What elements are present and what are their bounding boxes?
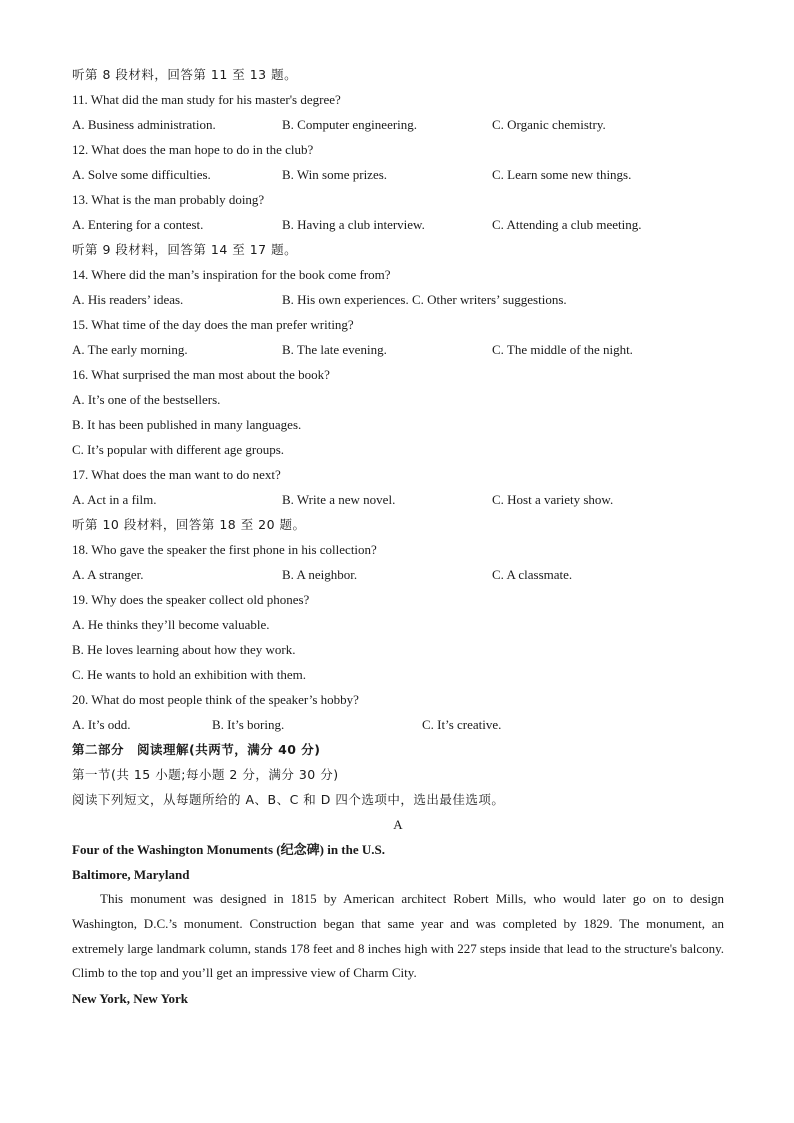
part2-title: 第二部分 阅读理解(共两节，满分 40 分) bbox=[72, 742, 321, 757]
option-19-a: A. He thinks they’ll become valuable. bbox=[72, 617, 270, 632]
options-row-14 bbox=[72, 287, 724, 312]
option-17-c: C. Host a variety show. bbox=[492, 492, 614, 507]
option-17-a: A. Act in a film. bbox=[72, 492, 157, 507]
option-20-b: B. It’s boring. bbox=[212, 717, 285, 732]
option-14-a: A. His readers’ ideas. bbox=[72, 292, 184, 307]
option-11-a: A. Business administration. bbox=[72, 117, 216, 132]
section-heading-8: 听第 8 段材料，回答第 11 至 13 题。 bbox=[72, 67, 298, 82]
options-row-20 bbox=[72, 712, 724, 737]
location-heading-baltimore: Baltimore, Maryland bbox=[72, 867, 190, 882]
section-heading-9: 听第 9 段材料，回答第 14 至 17 题。 bbox=[72, 242, 298, 257]
options-row-17 bbox=[72, 487, 724, 512]
option-12-c: C. Learn some new things. bbox=[492, 167, 632, 182]
option-12-a: A. Solve some difficulties. bbox=[72, 167, 211, 182]
option-13-a: A. Entering for a contest. bbox=[72, 217, 204, 232]
option-17-b: B. Write a new novel. bbox=[282, 492, 396, 507]
location-heading-new-york: New York, New York bbox=[72, 991, 189, 1007]
passage-title: Four of the Washington Monuments (纪念碑) in the U.S. bbox=[72, 842, 385, 857]
option-18-c: C. A classmate. bbox=[492, 567, 573, 582]
option-16-c: C. It’s popular with different age groups. bbox=[72, 442, 285, 457]
options-row-12 bbox=[72, 162, 724, 187]
option-11-c: C. Organic chemistry. bbox=[492, 117, 606, 132]
question-12: 12. What does the man hope to do in the club? bbox=[72, 142, 314, 157]
option-19-c: C. He wants to hold an exhibition with them. bbox=[72, 667, 306, 682]
question-11: 11. What did the man study for his master's degree? bbox=[72, 92, 341, 107]
part2-section1: 第一节(共 15 小题;每小题 2 分，满分 30 分) bbox=[72, 767, 339, 782]
question-14: 14. Where did the man’s inspiration for the book come from? bbox=[72, 267, 391, 282]
option-15-c: C. The middle of the night. bbox=[492, 342, 633, 357]
paragraph-baltimore: This monument was designed in 1815 by American architect Robert Mills, who would later go on to design Washington, D.C.’s monument. Construction began that same year and was completed by 1829. The monument, an extremely large landmark column, stands 178 feet and 8 inches high with 227 steps inside that lead to the structure's balcony. Climb to the top and you’ll get an impressive view of Charm City. bbox=[72, 891, 724, 981]
option-18-b: B. A neighbor. bbox=[282, 567, 358, 582]
option-14-bc: B. His own experiences. C. Other writers’ suggestions. bbox=[282, 292, 567, 307]
option-20-c: C. It’s creative. bbox=[422, 717, 502, 732]
options-row-13 bbox=[72, 212, 724, 237]
option-13-b: B. Having a club interview. bbox=[282, 217, 425, 232]
options-row-15 bbox=[72, 337, 724, 362]
question-20: 20. What do most people think of the speaker’s hobby? bbox=[72, 692, 359, 707]
question-19: 19. Why does the speaker collect old phones? bbox=[72, 592, 310, 607]
question-17: 17. What does the man want to do next? bbox=[72, 467, 281, 482]
option-19-b: B. He loves learning about how they work. bbox=[72, 642, 296, 657]
option-12-b: B. Win some prizes. bbox=[282, 167, 388, 182]
option-20-a: A. It’s odd. bbox=[72, 717, 131, 732]
question-16: 16. What surprised the man most about the book? bbox=[72, 367, 330, 382]
option-15-b: B. The late evening. bbox=[282, 342, 387, 357]
question-13: 13. What is the man probably doing? bbox=[72, 192, 265, 207]
part2-instruction: 阅读下列短文，从每题所给的 A、B、C 和 D 四个选项中，选出最佳选项。 bbox=[72, 792, 505, 807]
options-row-11 bbox=[72, 112, 724, 137]
option-13-c: C. Attending a club meeting. bbox=[492, 217, 642, 232]
option-16-a: A. It’s one of the bestsellers. bbox=[72, 392, 221, 407]
question-15: 15. What time of the day does the man prefer writing? bbox=[72, 317, 354, 332]
section-heading-10: 听第 10 段材料，回答第 18 至 20 题。 bbox=[72, 517, 306, 532]
option-11-b: B. Computer engineering. bbox=[282, 117, 418, 132]
option-15-a: A. The early morning. bbox=[72, 342, 188, 357]
option-18-a: A. A stranger. bbox=[72, 567, 144, 582]
question-18: 18. Who gave the speaker the first phone in his collection? bbox=[72, 542, 377, 557]
exam-page bbox=[72, 62, 724, 1011]
option-16-b: B. It has been published in many languages. bbox=[72, 417, 302, 432]
passage-letter: A bbox=[393, 817, 403, 832]
options-row-18 bbox=[72, 562, 724, 587]
